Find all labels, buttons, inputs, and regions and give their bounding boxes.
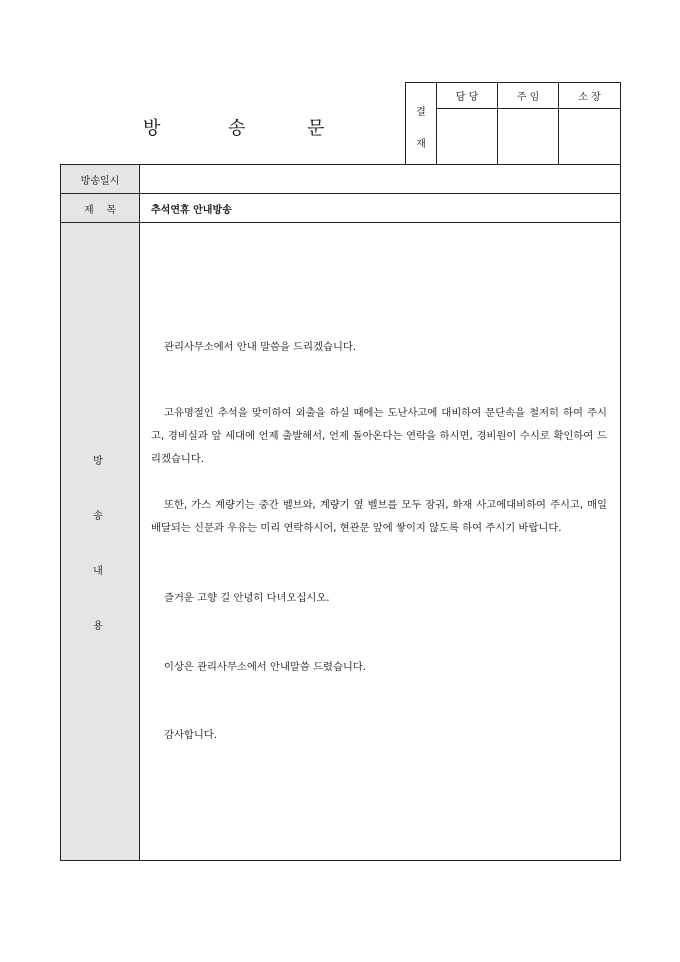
content-label-char-4: 용 bbox=[93, 621, 103, 632]
approval-side-label-1: 결 bbox=[416, 107, 426, 118]
approval-sign-director[interactable] bbox=[559, 109, 620, 164]
subject-value[interactable]: 추석연휴 안내방송 bbox=[151, 205, 232, 216]
content-paragraph-6: 감사합니다. bbox=[164, 729, 218, 741]
content-paragraph-1: 관리사무소에서 안내 말씀을 드리겠습니다. bbox=[164, 341, 357, 353]
row-divider-2 bbox=[60, 222, 621, 223]
document-title-char-1: 방 bbox=[143, 118, 161, 139]
document-title-char-3: 문 bbox=[307, 118, 325, 139]
approval-col-chief: 주 임 bbox=[516, 92, 540, 103]
table-left-border bbox=[60, 164, 61, 861]
content-paragraph-2: 고유명절인 추석을 맞이하여 외출을 하실 때에는 도난사고에 대비하여 문단속을 철저히 하여 주시고, 경비실과 앞 세대에 언제 출발해서, 언제 돌아온다는 연락을 하시면, 경비원이 수시로 확인하여 드리겠습니다. bbox=[151, 407, 607, 465]
table-bottom-border bbox=[60, 860, 621, 861]
approval-top-border bbox=[405, 82, 621, 83]
content-label-char-3: 내 bbox=[93, 566, 103, 577]
table-top-border bbox=[60, 164, 621, 165]
table-right-border bbox=[620, 164, 621, 861]
content-paragraph-5: 이상은 관리사무소에서 안내말씀 드렸습니다. bbox=[164, 661, 367, 673]
content-paragraph-3: 또한, 가스 계량기는 중간 벨브와, 계량기 옆 벨브를 모두 잠궈, 화재 사고에대비하여 주시고, 매일 배달되는 신문과 우유는 미리 연락하시어, 현관문 앞에 쌓이지 않도록 하여 주시기 바랍니다. bbox=[151, 499, 607, 534]
content-label-char-2: 송 bbox=[93, 511, 103, 522]
approval-sign-chief[interactable] bbox=[498, 109, 558, 164]
row-divider-1 bbox=[60, 193, 621, 194]
approval-col-director: 소 장 bbox=[578, 92, 601, 103]
approval-side-label-2: 재 bbox=[416, 139, 426, 150]
content-paragraph-4: 즐거운 고향 길 안녕히 다녀오십시오. bbox=[164, 592, 330, 604]
datetime-label: 방송일시 bbox=[80, 176, 120, 187]
approval-sign-manager[interactable] bbox=[437, 109, 497, 164]
approval-col-manager: 담 당 bbox=[455, 92, 479, 103]
approval-left-border bbox=[405, 82, 406, 164]
subject-label: 제 목 bbox=[83, 205, 117, 216]
document-title-char-2: 송 bbox=[228, 118, 246, 139]
approval-right-border bbox=[620, 82, 621, 164]
content-label-char-1: 방 bbox=[93, 456, 103, 467]
label-column-divider bbox=[139, 164, 140, 861]
